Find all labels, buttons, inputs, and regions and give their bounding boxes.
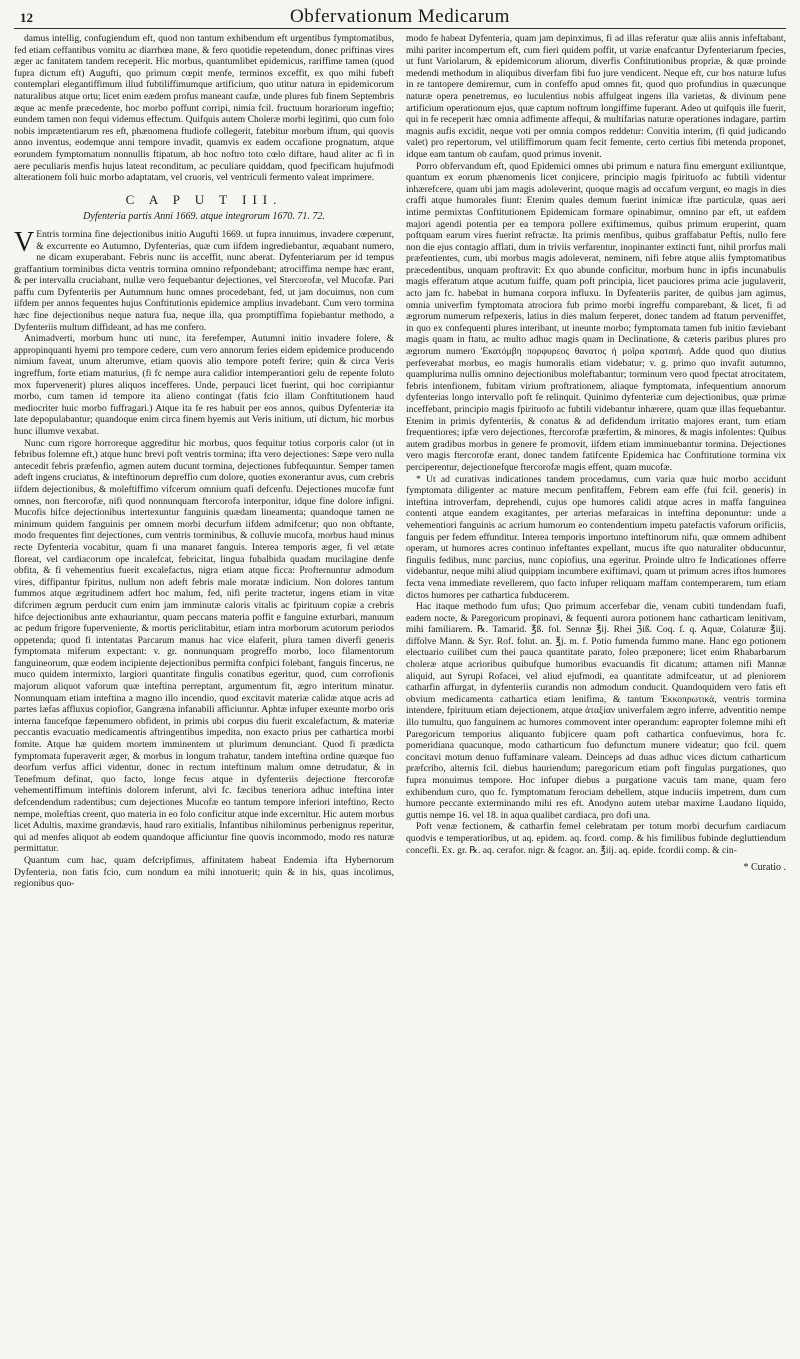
right-paragraph-5: Poft venæ fectionem, & catharfin femel celebratam per totum morbi decurfum cardiacum quodvis e temperatioribus, ut aq. epidem. aq. fcord. comp. & his fimilibus fubinde degluttiendum concefli. Ex. gr. ℞. aq. cerafor. nigr. & fcagor. an. ℥iij. aq. epide. fcordii comp. & cin- xyxy=(406,821,786,856)
page-header xyxy=(14,6,786,26)
left-paragraph-3: Nunc cum rigore horroreque aggreditur hic morbus, quos fequitur totius corporis calor (ut in febribus folemne eft,) atque hunc brevi poft ventris tormina; ifta vero dejectiones: Sæpe vero nulla antecedit febris præfenfio, agmen autem ducunt tormina, dejectiones fubfequuntur. Semper tamen adeft ingens cruciatus, & inteftinorum depreffio cum dolore, quoties exonerantur avus, cum crebris iifdem dejectionibus, & moleftiffimo vifcerum omnium quafi defcenfu. Dejectiones mucofæ funt omnes, non ftercorofæ, nifi quod nonnunquam ftercorofa interponitur, idque fine dolore infigni. Mucofis hifce dejectionibus intertexuntur fanguinis quædam lineamenta; quandoque tamen ne minimum quidem fanguinis per omnem morbi decurfum iifdem admifcetur; quo non obftante, modo frequentes fint dejectiones, cum ventris torminibus, & colluvie mucofa, morbus haud minus recte Dyfenteria vocabitur, quam fi una manaret fanguis. Interea temporis æger, fi vel ætate floreat, vel cardiacorum ope incalefcat, febricitat, lingua fubalbida quadam mucilagine denfe obfita, & fi vehementius fuerit excalefactus, nigra etiam atque ficca: Profternuntur admodum vires, diffipantur fpiritus, nullum non adeft febris male moratæ indicium. Non dolores tantum fummos atque ægritudinem adfert hoc malum, fed, nifi perite tractetur, ingens etiam in vitæ difcrimen ægrum perducit cum enim jam imminutæ caloris vitalis ac fpirituum copiæ a crebris hifce dejectionibus ante exhauriantur, quam peccans materia poffit e fanguine exturbari, manuum ac pedum frigore fuperveniente, & mortis periclitabitur, etiam intra morborum acutorum periodos oppetenda; quod fi intentatas Parcarum manus hac vice elaferit, plura tamen diverfi generis fymptomata miferum expectant: v. gr. nonnunquam progreffo morbo, loco filamentorum fanguineorum, quæ eodem incipiente dejectionibus permifta confpici folebant, fanguis fincerus, ne muco quidem intermixto, largiori quantitate fingulis conatibus egeritur, quod, cum corrofionis majorum aliquot vaforum quæ inteftina perreptant, argumentum fit, ægro interitum minatur. Nonnunquam etiam inteftina a magno illo incendio, quod excitavit materiæ calidæ atque acris ad partes læfas affluxus copiofior, Gangræna infanabili afficiuntur. Aphtæ infuper exeunte morbo oris interna faucefque fæpenumero obfident, in primis ubi corpus diu fuerit excalefactum, & materiæ peccantis evacuatio medicamentis aftringentibus impedita, non exacto prius per cathartica morbi fomite. Atque hæ quidem mortem imminentem ut plurimum denunciant. Quod fi prædicta fymptomata fuperaverit æger, & morbus in longum trahatur, tandem inteftina ordine quæque fuo deorfum verfus affici videntur, donec in rectum inteftinum malum omne detrudatur, & in Tenefmum definat, quo facto, longe fecus atque in dyfenteriis dejectione ftercorofæ vehementiffimum inteftinis dolorem inferunt, alvi fc. fæcibus teneriora adhuc inteftina inter defcendendum radentibus; cum dejectiones Mucofæ eo tantum tempore inferiori inteftino, Recto nempe, moleftias creent, quo materia in eo folo conficitur atque inde excernitur. Hic autem morbus licet Adultis, maxime grandævis, haud raro exitialis, Infantibus nihilominus perbenignus reperitur, qui ad menfes aliquot ab eodem quandoque afficiuntur fine quovis incommodo, modo res naturæ permittatur. xyxy=(14,437,394,855)
right-column xyxy=(406,33,786,890)
drop-cap: V xyxy=(14,226,35,258)
left-column xyxy=(14,33,394,890)
footnote: * Curatio . xyxy=(743,862,786,874)
left-paragraph-2: Animadverti, morbum hunc uti nunc, ita ferefemper, Autumni initio invadere folere, & appropinquanti hyemi pro tempore cedere, cum vero annorum feries eidem epidemice producendo nimium faveat, unum alterumve, etiam quovis alio tempore poteft ferire; quin & circa Veris ingreffum, forte etiam maturius, (fi fc nempe aura calidior intemperantiori gelu de repente foluto mox fupervenerit) plures aliquos incefferes. Unde, perpauci licet fuerint, qui hoc corripiantur morbo, cum tamen id tempore ita alieno contingat (fatis fcio illam Conftitutionem haud mediocriter huic morbo fuffragari.) Atque ita fe res habuit per eos annos, quibus Dyfenteriæ ita late depopulabantur; quandoque enim circa finem hyemis aut Veris initium, uti dictum, hic morbus hunc illumve vexabat. xyxy=(14,333,394,437)
left-intro-paragraph: damus intellig, confugiendum eft, quod non tantum exhibendum eft urgentibus fymptomatibus, fed etiam ceffantibus vomitu ac diarrhœa mane, & fero quotidie repetendum, donec priftinas vires æger ac fanitatem tandem receperit. Hic morbus, quantumlibet epidemicus, rariffime tamen (quod fupra dictum eft) Augufti, quo primum cœpit menfe, terminos exceffit, ex quo mihi fubeft contemplari elegantiffimum illud fubtiliffimumque artificium, quo utitur natura in epidemicorum naturalibus atque ortu; licet enim eædem profus maneant caufæ, unde plures fub finem Septembris æque ac menfe præcedente, hoc morbo poffunt corripi, nimia fcil. fructuum horariorum ingeftio; eundem tamen non fequi videmus effectum. Quifquis autem Choleræ morbi legitimi, quo cum folo nobis imprætentiarum res eft, phænomena ftudiofe collegerit, fatebitur morbum iftum, qui quovis anno inventus, eodemque anni tempore invadit, quamvis ex eadem occafione prognatum, atque eorundem fymptomatum nonnullis ftipatum, ab hoc noftro toto cœlo diftare, haud aliter ac fi in aere peculiaris menfis hujus lateat reconditum, ac peculiare quiddam, quod fpecificam hujufmodi alterationem foli huic morbo adaptatam, vel cruoris, vel ventriculi fermento valeat imprimere. xyxy=(14,33,394,184)
header-rule xyxy=(14,28,786,29)
chapter-heading: C A P U T III. xyxy=(125,191,283,207)
chapter-first-paragraph xyxy=(14,226,394,333)
two-column-body xyxy=(14,33,786,890)
left-paragraph-4: Quantum cum hac, quam defcripfimus, affinitatem habeat Endemia ifta Hybernorum Dyfenteria, non fatis fcio, cum nondum ea mihi innotuerit; quin & in his, quas incolimus, regionibus quo- xyxy=(14,854,394,890)
page-number: 12 xyxy=(20,10,33,25)
chapter-title: Dyfenteria partis Anni 1669. atque integrorum 1670. 71. 72. xyxy=(83,211,325,223)
running-title: Obfervationum Medicarum xyxy=(290,6,510,27)
right-paragraph-3: * Ut ad curativas indicationes tandem procedamus, cum varia quæ huic morbo accidunt fymptomata diligenter ac mature mecum penfitaffem, Febrem eam effe (fui fcil. generis) in inteftina introverfam, deprehendi, cujus ope humores calidi atque acres in maffa fanguinea contenti atque eandem exagitantes, per arterias mefaraicas in inteftina deponuntur: unde a vehementiori fanguinis ac acrium humorum eo contendentium impetu patefactis vaforum orificiis, fanguis per fedem effunditur. Interea temporis importuno inteftinorum nifu, quæ omnem adhibent operam, ut humores acres continuo infeftantes expellant, mucus ifte quo naturaliter obducuntur, fingulis fedibus, nunc parcius, nunc copiofius, una egeritur. Proinde ultro fe Indicationes offerre videbantur, neque mihi aliud quippiam incumbere exiftimavi, quam ut primum acres iftos humores fecta vena immediate revellerem, quo facto infuper reliquam maffam contemperarem, tum etiam dictos humores per cathartica fubducerem. xyxy=(406,473,786,601)
right-paragraph-1: modo fe habeat Dyfenteria, quam jam depinximus, fi ad illas referatur quæ aliis annis infeftabant, mihi pariter incompertum eft, cum fieri quidem poffit, ut variæ enafcantur Dyfenteriarum fpecies, ut funt Variolarum, & epidemicorum aliorum, diverfis Conftitutionibus propriæ, & quæ proinde medendi methodum in aliquibus diverfam fibi fuo jure vendicent. Neque eft, cur hos naturæ lufus in re tantopere demiremur, cum in confeffo apud omnes fit, quod quo profundius in quæcunque naturæ opera penetremus, eo luculentius nobis affulgeat ingens illa varietas, & divinum pene artificium operationum ejus, quæ captum noftrum longiffime fuperant. Adeo ut quifquis ille fuerit, qui in fe receperit hæc omnia adfimente affequi, & multifarias naturæ operationes indagare, partim magnis aufis excidit, neque voti per omnia compos reddetur: Convitia interim, (fi quid judicando valet) pro repertorum, vel utiliffimorum quam fecit femente, certo certius fibi metenda proponet, idque eam tantum ob caufam, quod primus invenit. xyxy=(406,33,786,160)
chapter-first-paragraph-text: Entris tormina fine dejectionibus initio Augufti 1669. ut fupra innuimus, invadere cœperunt, & excurrente eo Autumno, Dyfenterias, quæ cum iifdem ingrediebantur, æquabant numero, ne dicam exuperabant. Febris nunc iis acceffit, nunc aberat. Dyfenteriarum per id tempus graffantium torminibus dicta ventris tormina omnino refpondebant; atrociffima nempe hæc erant, & per intervalla cruciabant, nullæ vero fequebantur dejectiones, vel Stercorofæ, vel Mucofæ. Pari paffu cum Dyfenteriis per Autumnum hunc omnes procedebant, fed, ut jam docuimus, non cum iifdem per annos fequentes hujus Conftitutionis epidemice amplius invadebant. Cum vero tormina hæc fine dejectionibus neque natura fua, neque illa, qua promptiffima fopiebantur methodo, a Dyfenteriis multum diffideant, ad has me confero. xyxy=(14,228,394,333)
right-paragraph-4: Hac itaque methodo fum ufus; Quo primum accerfebar die, venam cubiti tundendam fuafi, eadem nocte, & Paregoricum propinavi, & fequenti aurora potionem hanc catharticam lenitivam, mihi familiarem. ℞. Tamarid. ℥ß. fol. Sennæ ℥ij. Rhei ℨiß. Coq. f. q. Aquæ, Colaturæ ℥iij. diffolve Mann. & Syr. Rof. folut. an. ℥j. m. f. Potio fumenda fummo mane. Hanc ego potionem electuario cuilibet cum thei pauca quantitate parato, foleo præponere; licet enim Rhabarbarum choleræ atque acrioribus quibufque humoribus evacuandis fit dicatum; attamen nifi Mannæ aliquid, aut Syrupi Rofacei, vel aliud ejufmodi, ea quantitate admifceatur, ut ad pleniorem catharfin affurgat, in dyfenteriis curandis non admodum conducit. Quandoquidem vero fatis eft obvium medicamenta cathartica etiam lenifima, & tantum Ἐκκοπρωτικά, ventris tormina intendere, fpirituum etiam dejectionem, atque ἀταξίαν univerfalem ægro inferre, adventitio nempe illo tumultu, quo fanguinem ac humores commovent inter operandum: eapropter folemne mihi eft Paregoricum temporius aliquanto fubjicere quam poft cathartica confuevimus, hora fc. pomeridiana quacunque, modo catharticum fuo defunctum munere videatur; quo fcil. quem concitavi motum denuo fuffaminare valeam. Deinceps ad duas adhuc vices dictum catharticum præfcribo, alternis fcil. diebus hauriendum; paregoricum etiam poft fingulas purgationes, quo fupra monuimus tempore. Hoc infuper diebus a purgatione vacuis tam mane, quam fero exhibendum curo, quo fc. fymptomatum ferociam debellem, atque induciis impetrem, dum cum humore peccante exterminando mihi res eft. Anodyno autem utebar maxime Laudano liquido, guttis nempe 16. vel 18. in aqua qualibet cardiaca, pro dofi una. xyxy=(406,601,786,821)
right-paragraph-2: Porro obfervandum eft, quod Epidemici omnes ubi primum e natura finu emergunt exiliuntque, quantum ex eorum phænomenis licet conjicere, principio magis fpirituofo ac fubtili videntur inhærefcere, quam ubi jam magis adoleverint, quoque magis ad occafum vergunt, eo magis in dies craffi atque humorales fiunt: Etenim quales demum fuerint inimicæ iftæ particulæ, quas aeri intime permixtas Conftitutionem Epidemicam formare opinabimur, omnino par eft, ut eafdem majori agendi potentia per ea tempora pollere exiftimemus, quibus primum eruperint, quam poftquam earum vires fuerint refractæ. Ita primis menfibus, quibus graffabatur Peftis, nullo fere non die ejus contagio afflati, dum in triviis verfarentur, inopinanter extincti funt, nihil prorfus mali præfentientes, cum, ubi morbus magis adoleverat, neminem, nifi febre atque aliis fymptomatibus præcedentibus, unquam proftravit: Ex quo abunde conficitur, morbum hunc in ipfis incunabulis magis efferatum atque acutum fuiffe, quam poft principia, licet pauciores prima acie jugulaverit, acto jam fc. habebat in humana corpora influxu. In Dyfenteriis pariter, de quibus jam agimus, omnia univerfim fymptomata atrociora fub primo morbi ingreffu comparebant, & licet, fi ad ægrorum numerum refpexeris, latius in dies malum ferperet, donec tandem ad ftatum perveniffet, in quo ex confequenti plures interibant, ut ineunte morbo; fymptomata tamen fub initio fæviebant magis quam in ftatu, ac multo adhuc magis quam in Declinatione, & cæteris paribus plures pro ægrorum numero Ἐκατόμβη πορφυρεος θανατος ἡ μοῖρα κραταιή. Adde quod quo diutius perfeverabat morbus, eo magis humoralis etiam videbatur; v. g. primo quo invafit autumno, quamplurima nullis omnino dejectionibus moleftabantur; torminum vero quod fpectat atrocitatem, febris intenfionem, fubitam virium proftrationem, aliaque fymptomata, infequentium annorum dyfenterias longo intervallo poft fe relinquit. Quinimo dyfenteriæ cum dejectionibus, quæ primæ inceffebant, principio magis fpirituofo ac fubtili videbantur inhærere, quam quæ illas fequebantur. Etenim in primis dyfenteriis, & conatus & ad defidendum irritatio majores erant, tum etiam frequentiores; ipfæ vero dejectiones, ftercorofæ præfertim, & minores, & magis infolentes: Quibus autem gradibus morbus in genere fe promovit, iifdem etiam imminuebantur tormina. Dejectiones vero magis ftercorofæ erant, donec tandem fatifcente Epidemica hac Conftitutione tormina vix perciperentur, dejectionefque ftercorofæ magis effent, quam mucofæ. xyxy=(406,160,786,473)
